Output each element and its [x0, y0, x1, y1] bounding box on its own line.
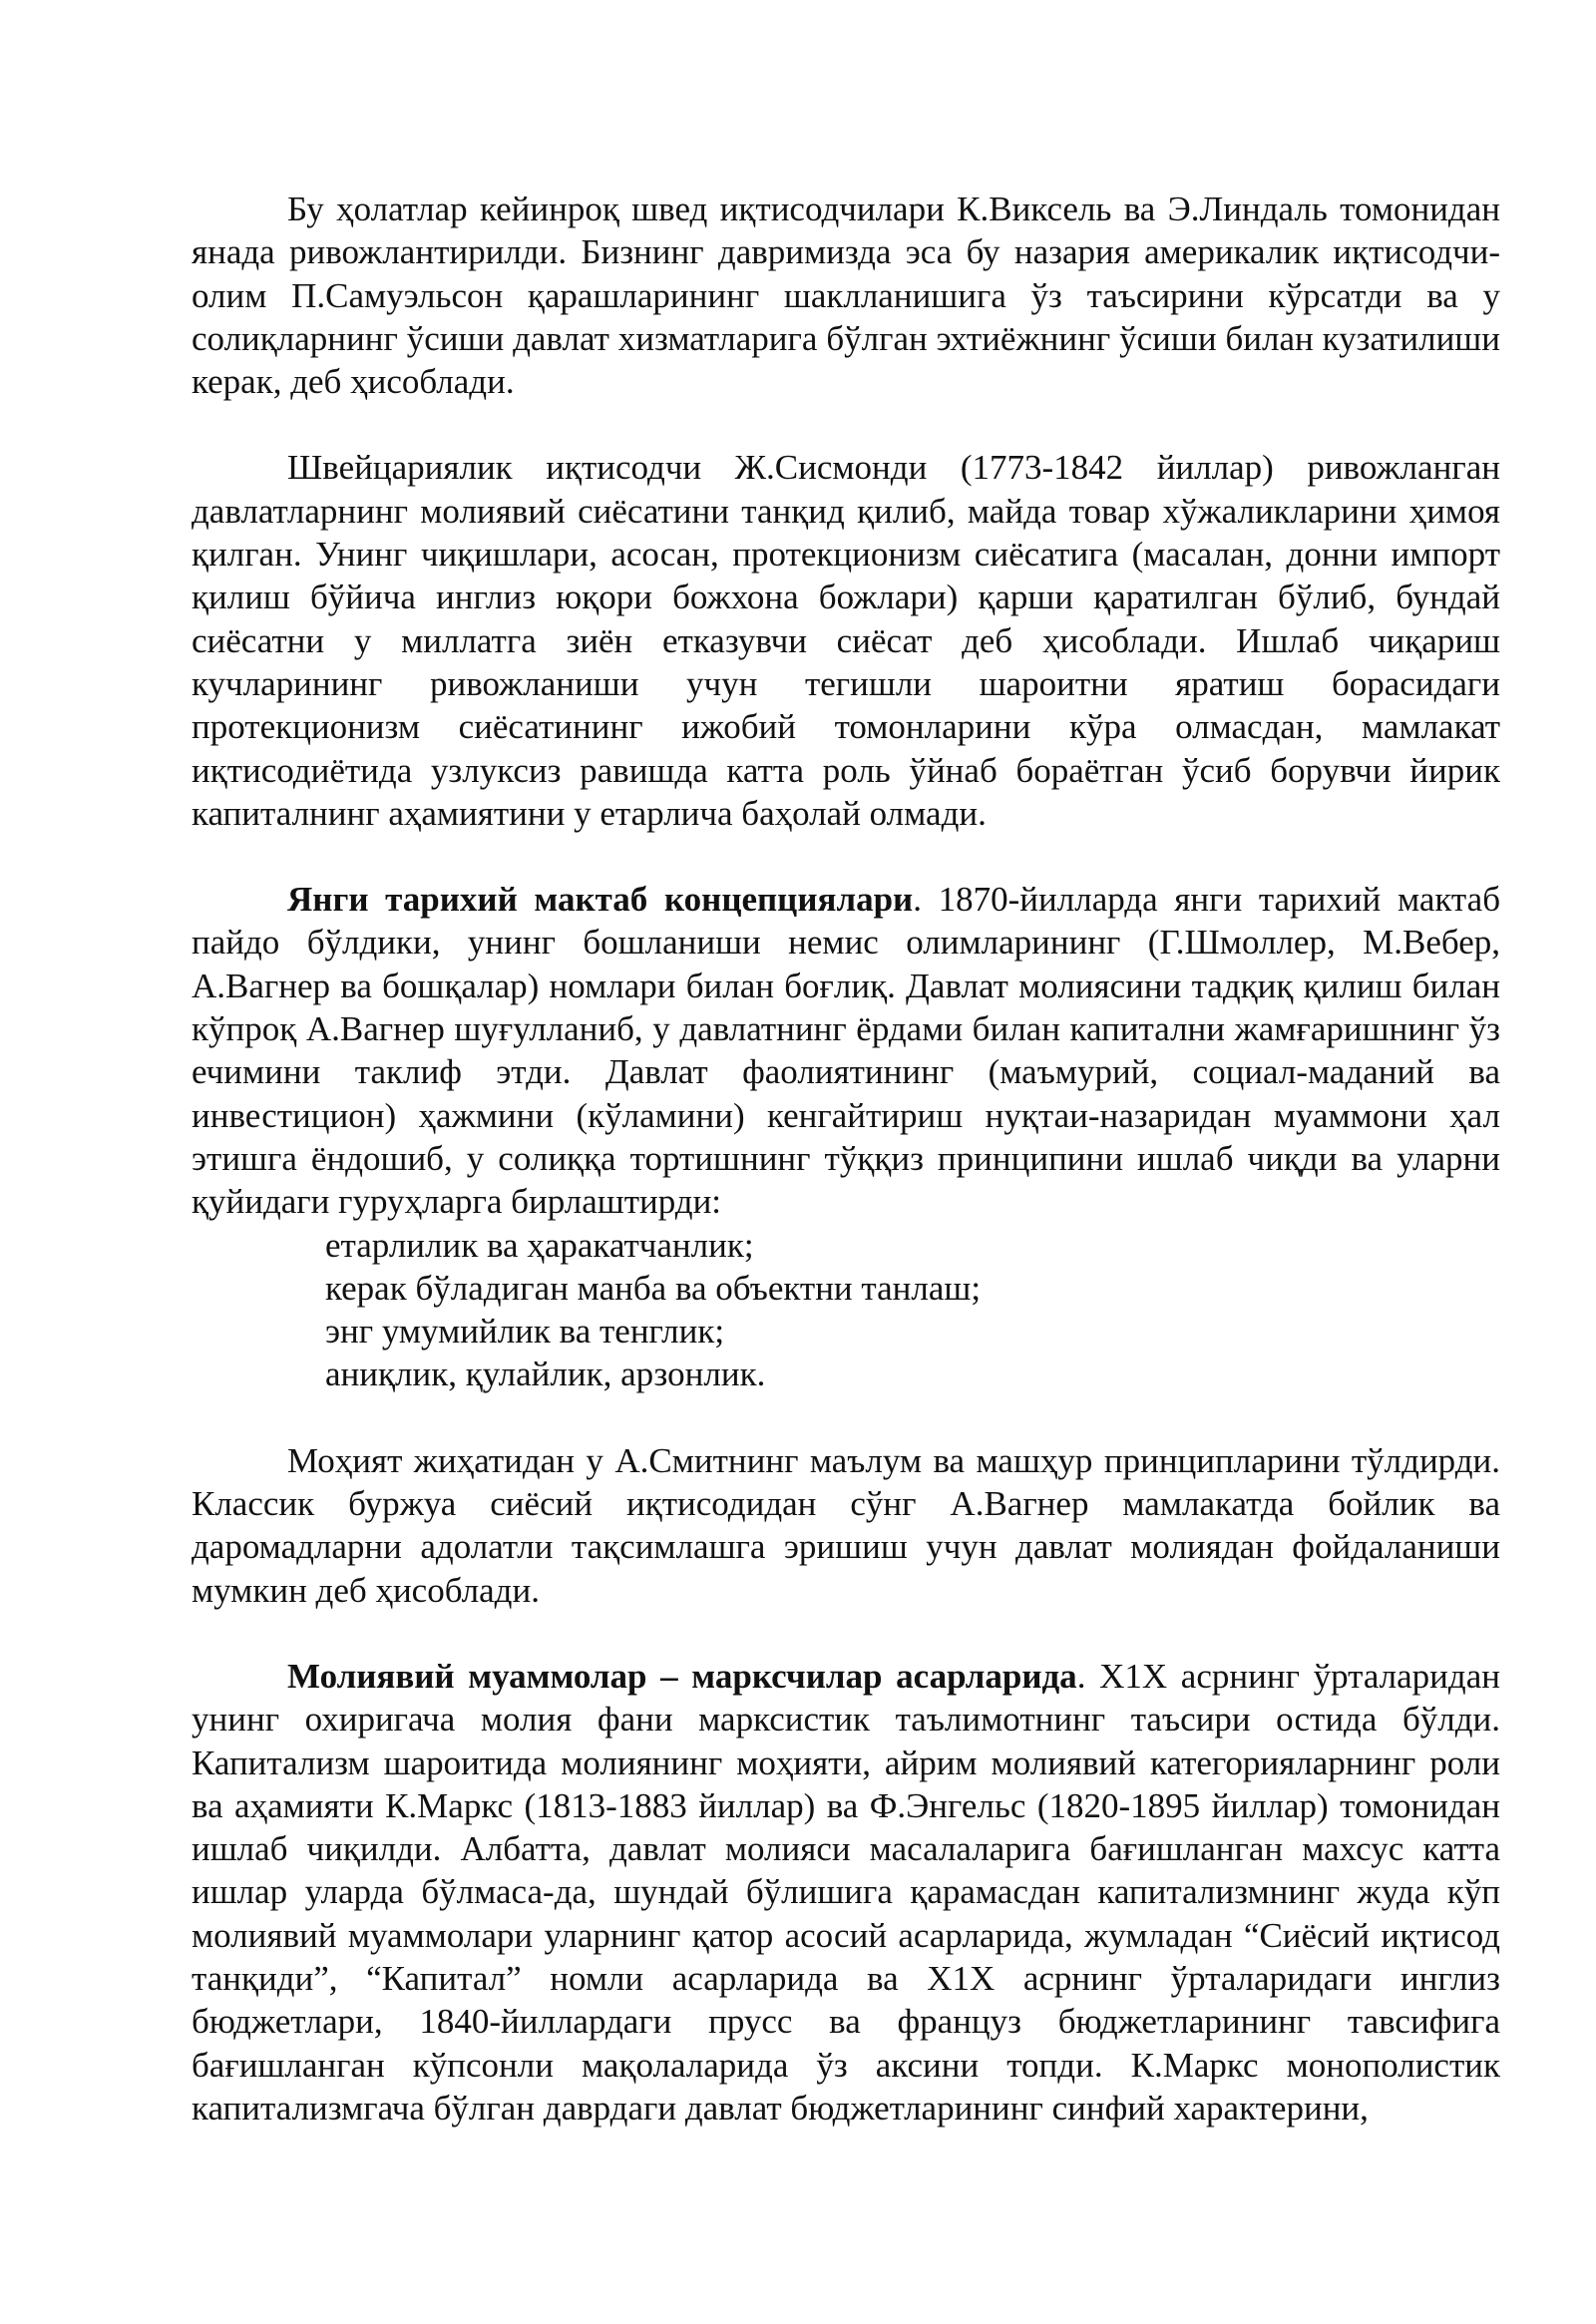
list-item: аниқлик, қулайлик, арзонлик.: [325, 1355, 766, 1394]
paragraph-gap: [192, 1396, 1500, 1439]
list-item: энг умумийлик ва тенглик;: [325, 1312, 725, 1352]
section-heading-marxists: Молиявий муаммолар – марксчилар асарларида: [287, 1656, 1077, 1696]
document-page: [192, 188, 1500, 2130]
tax-principles-list: [192, 1224, 1500, 1396]
paragraph-new-historical-school: [192, 878, 1500, 1223]
list-item: керак бўладиган манба ва объектни танлаш;: [325, 1268, 982, 1308]
paragraph-text: . 1870-йилларда янги тарихий мактаб пайдо бўлдики, унинг бошланиши немис олимларининг (Г.Шмоллер, М.Вебер, А.Вагнер ва бошқалар) номлари билан боғлиқ. Давлат молиясини тадқиқ қилиш билан кўпроқ А.Вагнер шуғулланиб, у давлатнинг ёрдами билан капитални жамғаришнинг ўз ечимини таклиф этди. Давлат фаолиятининг (маъмурий, социал-маданий ва инвестицион) ҳажмини (кўламини) кенгайтириш нуқтаи-назаридан муаммони ҳал этишга ёндошиб, у солиққа тортишнинг тўққиз принципини ишлаб чиқди ва уларни қуйидаги гуруҳларга бирлаштирди:: [192, 880, 1500, 1222]
paragraph-text: . X1X асрнинг ўрталаридан унинг охиригача молия фани марксистик таълимотнинг таъсири остида бўлди. Капитализм шароитида молиянинг моҳияти, айрим молиявий категорияларнинг роли ва аҳамияти К.Маркс (1813-1883 йиллар) ва Ф.Энгельс (1820-1895 йиллар) томонидан ишлаб чиқилди. Албатта, давлат молияси масалаларига бағишланган махсус катта ишлар уларда бўлмаса-да, шундай бўлишига қарамасдан капитализмнинг жуда кўп молиявий муаммолари уларнинг қатор асосий асарларида, жумладан “Сиёсий иқтисод танқиди”, “Капитал” номли асарларида ва X1X асрнинг ўрталаридаги инглиз бюджетлари, 1840-йиллардаги прусс ва француз бюджетларининг тавсифига бағишланган кўпсонли мақолаларида ўз аксини топди. К.Маркс монополистик капитализмгача бўлган даврдаги давлат бюджетларининг синфий характерини,: [192, 1656, 1500, 2128]
paragraph-smith-wagner: Моҳият жиҳатидан у А.Смитнинг маълум ва машҳур принципларини тўлдирди. Классик буржуа сиёсий иқтисодидан сўнг А.Вагнер мамлакатда бойлик ва даромадларни адолатли тақсимлашга эришиш учун давлат молиядан фойдаланиши мумкин деб ҳисоблади.: [192, 1440, 1500, 1610]
section-heading-new-historical-school: Янги тарихий мактаб концепциялари: [287, 880, 914, 920]
paragraph-sismondi: Швейцариялик иқтисодчи Ж.Сисмонди (1773-1842 йиллар) ривожланган давлатларнинг молиявий сиёсатини танқид қилиб, майда товар хўжаликларини ҳимоя қилган. Унинг чиқишлари, асосан, протекционизм сиёсатига (масалан, донни импорт қилиш бўйича инглиз юқори божхона божлари) қарши қаратилган бўлиб, бундай сиёсатни у миллатга зиён етказувчи сиёсат деб ҳисоблади. Ишлаб чиқариш кучларининг ривожланиши учун тегишли шароитни яратиш борасидаги протекционизм сиёсатининг ижобий томонларини кўра олмасдан, мамлакат иқтисодиётида узлуксиз равишда катта роль ўйнаб бораётган ўсиб борувчи йирик капиталнинг аҳамиятини у етарлича баҳолай олмади.: [192, 448, 1500, 833]
paragraph-marxists: [192, 1655, 1500, 2130]
paragraph-gap: [192, 1612, 1500, 1655]
list-item: етарлилик ва ҳаракатчанлик;: [325, 1225, 754, 1265]
paragraph-gap: [192, 403, 1500, 446]
paragraph-gap: [192, 835, 1500, 878]
paragraph-wicksell-samuelson: Бу ҳолатлар кейинроқ швед иқтисодчилари К.Виксель ва Э.Линдаль томонидан янада ривожлантирилди. Бизнинг давримизда эса бу назария америкалик иқтисодчи-олим П.Самуэльсон қарашларининг шаклланишига ўз таъсирини кўрсатди ва у солиқларнинг ўсиши давлат хизматларига бўлган эхтиёжнинг ўсиши билан кузатилиши керак, деб ҳисоблади.: [192, 190, 1500, 402]
